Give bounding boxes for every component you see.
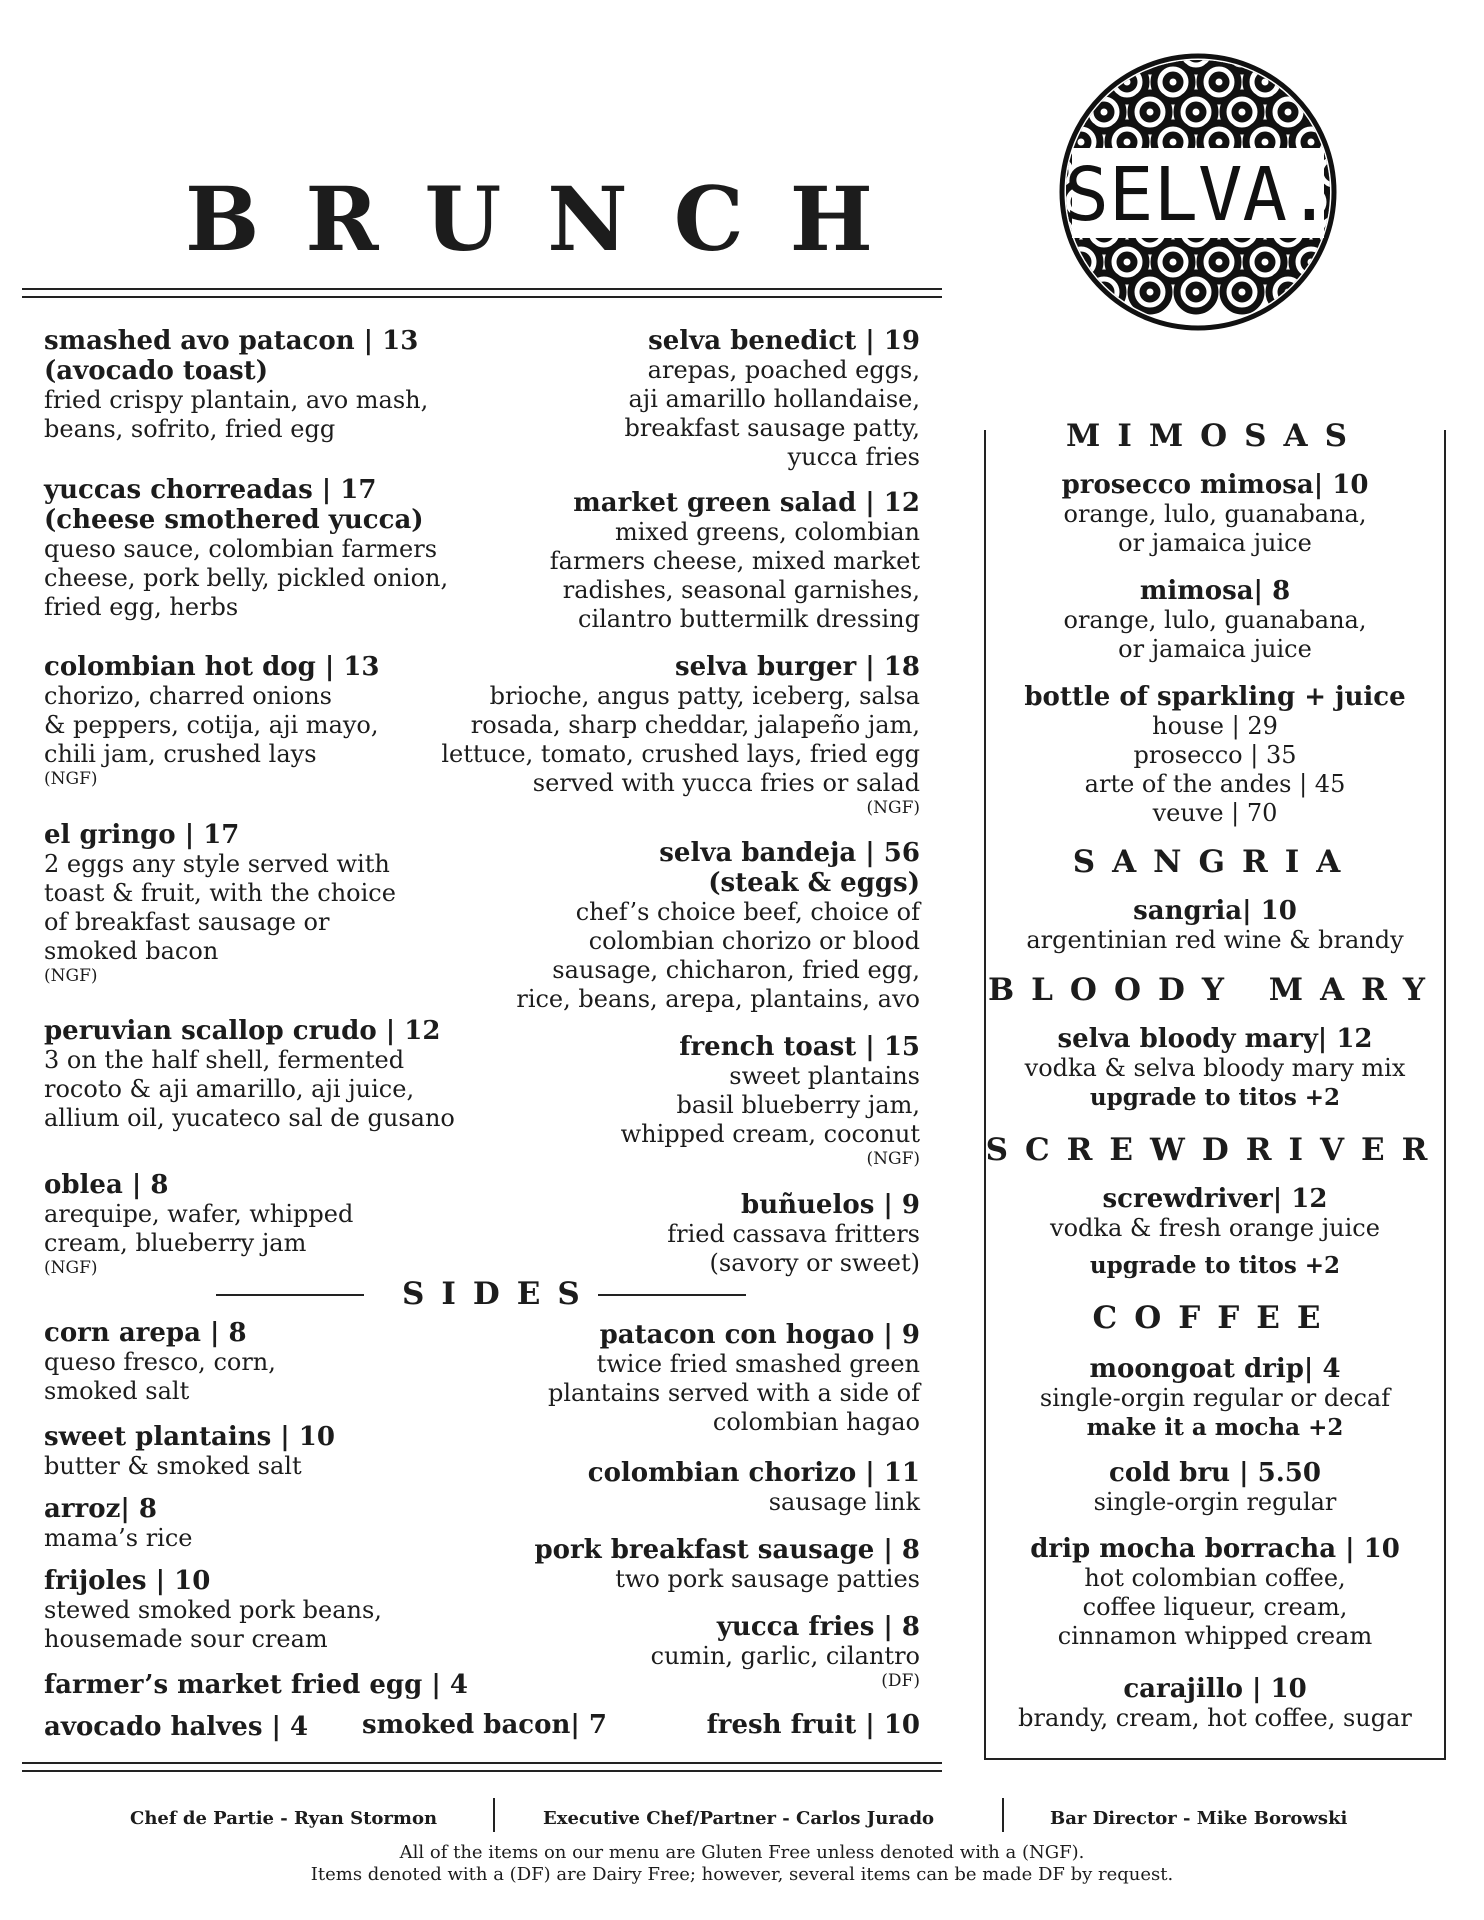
credit-separator-1	[493, 1798, 495, 1832]
side-colombian-chorizo: colombian chorizo | 11 sausage link	[587, 1458, 920, 1516]
credit-executive-chef: Executive Chef/Partner - Carlos Jurado	[543, 1808, 935, 1829]
bottom-rule	[22, 1762, 942, 1764]
menu-item-bunuelos: buñuelos | 9 fried cassava fritters (savory or sweet)	[667, 1190, 920, 1277]
menu-item-yuccas-chorreadas: yuccas chorreadas | 17 (cheese smothered yucca) queso sauce, colombian farmers cheese, pork belly, pickled onion, fried egg, herbs	[44, 475, 449, 621]
menu-item-smashed-avo: smashed avo patacon | 13 (avocado toast) fried crispy plantain, avo mash, beans, sofrito, fried egg	[44, 326, 429, 443]
side-frijoles: frijoles | 10 stewed smoked pork beans, housemade sour cream	[44, 1566, 382, 1653]
footer-note-gluten: All of the items on our menu are Gluten Free unless denoted with a (NGF).	[399, 1842, 1085, 1863]
side-sweet-plantains: sweet plantains | 10 butter & smoked salt	[44, 1422, 335, 1480]
mimosas-heading: MIMOSAS	[1066, 418, 1364, 454]
drink-bottle-sparkling: bottle of sparkling + juice house | 29 prosecco | 35 arte of the andes | 45 veuve | 70	[1024, 682, 1406, 827]
drink-bloody-mary: selva bloody mary| 12 vodka & selva bloody mary mix upgrade to titos +2	[1024, 1024, 1406, 1111]
selva-logo	[1058, 52, 1338, 332]
drink-screwdriver: screwdriver| 12 vodka & fresh orange juice upgrade to titos +2	[1050, 1184, 1380, 1279]
side-corn-arepa: corn arepa | 8 queso fresco, corn, smoked salt	[44, 1318, 276, 1405]
screwdriver-heading: SCREWDRIVER	[985, 1132, 1445, 1168]
side-smoked-bacon: smoked bacon| 7	[362, 1710, 607, 1740]
side-avocado-halves: avocado halves | 4	[44, 1712, 309, 1742]
menu-item-selva-burger: selva burger | 18 brioche, angus patty, iceberg, salsa rosada, sharp cheddar, jalapeño jam, lettuce, tomato, crushed lays, fried egg served with yucca fries or salad (NGF)	[441, 652, 920, 818]
drink-moongoat: moongoat drip| 4 single-orgin regular or decaf make it a mocha +2	[1039, 1354, 1391, 1441]
menu-item-colombian-hot-dog: colombian hot dog | 13 chorizo, charred onions & peppers, cotija, aji mayo, chili jam, crushed lays (NGF)	[44, 652, 380, 789]
page-title: BRUNCH	[185, 167, 919, 271]
drink-borracha: drip mocha borracha | 10 hot colombian coffee, coffee liqueur, cream, cinnamon whipped cream	[1030, 1534, 1400, 1650]
sides-rule-right	[598, 1294, 746, 1296]
drink-cold-bru: cold bru | 5.50 single-orgin regular	[1093, 1458, 1337, 1516]
sides-heading: SIDES	[402, 1276, 597, 1312]
svg-text:SELVA.: SELVA.	[1064, 152, 1332, 238]
side-fried-egg: farmer’s market fried egg | 4	[44, 1670, 468, 1700]
coffee-heading: COFFEE	[1092, 1300, 1338, 1336]
menu-item-oblea: oblea | 8 arequipe, wafer, whipped cream, blueberry jam (NGF)	[44, 1170, 354, 1278]
bottom-rule-2	[22, 1770, 942, 1772]
drink-carajillo: carajillo | 10 brandy, cream, hot coffee, sugar	[1018, 1674, 1412, 1732]
menu-item-french-toast: french toast | 15 sweet plantains basil blueberry jam, whipped cream, coconut (NGF)	[620, 1032, 920, 1169]
side-fresh-fruit: fresh fruit | 10	[706, 1710, 920, 1740]
side-patacon-hogao: patacon con hogao | 9 twice fried smashed green plantains served with a side of colombian hagao	[548, 1320, 920, 1436]
side-pork-sausage: pork breakfast sausage | 8 two pork sausage patties	[534, 1535, 920, 1593]
menu-item-scallop-crudo: peruvian scallop crudo | 12 3 on the half shell, fermented rocoto & aji amarillo, aji juice, allium oil, yucateco sal de gusano	[44, 1016, 455, 1132]
credit-chef-de-partie: Chef de Partie - Ryan Stormon	[130, 1808, 438, 1829]
menu-item-selva-bandeja: selva bandeja | 56 (steak & eggs) chef’s choice beef, choice of colombian chorizo or blood sausage, chicharon, fried egg, rice, beans, arepa, plantains, avo	[516, 838, 920, 1013]
sangria-heading: SANGRIA	[1072, 844, 1358, 880]
side-yucca-fries: yucca fries | 8 cumin, garlic, cilantro (DF)	[650, 1612, 920, 1691]
side-arroz: arroz| 8 mama’s rice	[44, 1494, 193, 1552]
menu-item-market-green-salad: market green salad | 12 mixed greens, colombian farmers cheese, mixed market radishes, seasonal garnishes, cilantro buttermilk dressing	[549, 488, 920, 633]
footer-note-dairy: Items denoted with a (DF) are Dairy Free; however, several items can be made DF by request.	[310, 1864, 1174, 1885]
selva-logo-icon	[1058, 52, 1338, 332]
bloody-mary-heading: BLOODY MARY	[987, 972, 1443, 1008]
drink-mimosa: mimosa| 8 orange, lulo, guanabana, or jamaica juice	[1063, 576, 1367, 663]
menu-item-selva-benedict: selva benedict | 19 arepas, poached eggs, aji amarillo hollandaise, breakfast sausage patty, yucca fries	[624, 326, 920, 471]
credit-separator-2	[1002, 1798, 1004, 1832]
sides-rule-left	[216, 1294, 364, 1296]
credit-bar-director: Bar Director - Mike Borowski	[1050, 1808, 1348, 1829]
drink-sangria: sangria| 10 argentinian red wine & brandy	[1026, 896, 1404, 954]
menu-item-el-gringo: el gringo | 17 2 eggs any style served with toast & fruit, with the choice of breakfast sausage or smoked bacon (NGF)	[44, 820, 396, 986]
top-rule-2	[22, 296, 942, 298]
top-rule	[22, 288, 942, 290]
drink-prosecco-mimosa: prosecco mimosa| 10 orange, lulo, guanabana, or jamaica juice	[1061, 470, 1369, 557]
